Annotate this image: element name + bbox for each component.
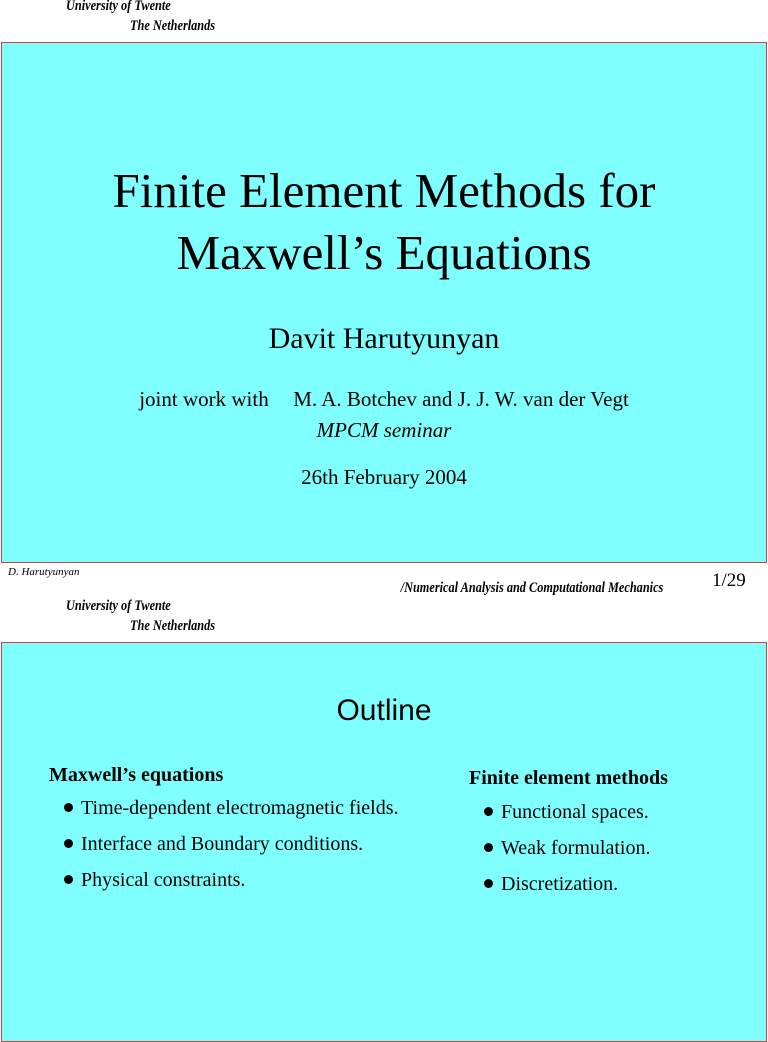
right-heading: Finite element methods [469,767,668,789]
bullet-icon [64,839,73,848]
left-column [49,760,399,898]
slide-title-line2: Maxwell’s Equations [176,225,592,280]
right-column [469,762,668,902]
title-slide [1,42,767,563]
header-university: University of Twente [66,0,171,14]
left-bullet-list [64,790,399,898]
author-name: Davit Harutyunyan [268,322,500,355]
joint-work-prefix: joint work with [139,387,269,411]
outline-slide [1,642,767,1042]
bullet-icon [484,843,493,852]
list-item: Interface and Boundary conditions. [64,826,399,862]
list-item: Functional spaces. [484,794,668,830]
coauthors: M. A. Botchev and J. J. W. van der Vegt [293,387,629,411]
list-item: Discretization. [484,866,668,902]
joint-work-line [2,385,766,413]
presentation-date: 26th February 2004 [301,465,467,489]
footer-group: /Numerical Analysis and Computational Mechanics [400,580,663,596]
slide-title-line1: Finite Element Methods for [112,163,656,218]
bullet-icon [484,879,493,888]
header-university: University of Twente [66,598,171,614]
footer-author: D. Harutyunyan [8,566,80,578]
list-item: Physical constraints. [64,862,399,898]
header-country: The Netherlands [130,18,216,34]
bullet-icon [64,803,73,812]
bullet-icon [484,807,493,816]
bullet-icon [64,875,73,884]
outline-title: Outline [336,694,432,727]
header-country: The Netherlands [130,618,216,634]
list-item: Time-dependent electromagnetic fields. [64,790,399,826]
list-item: Weak formulation. [484,830,668,866]
page-number: 1/29 [712,570,746,591]
left-heading: Maxwell’s equations [49,764,224,786]
seminar-name: MPCM seminar [316,418,452,442]
right-bullet-list [484,794,668,902]
